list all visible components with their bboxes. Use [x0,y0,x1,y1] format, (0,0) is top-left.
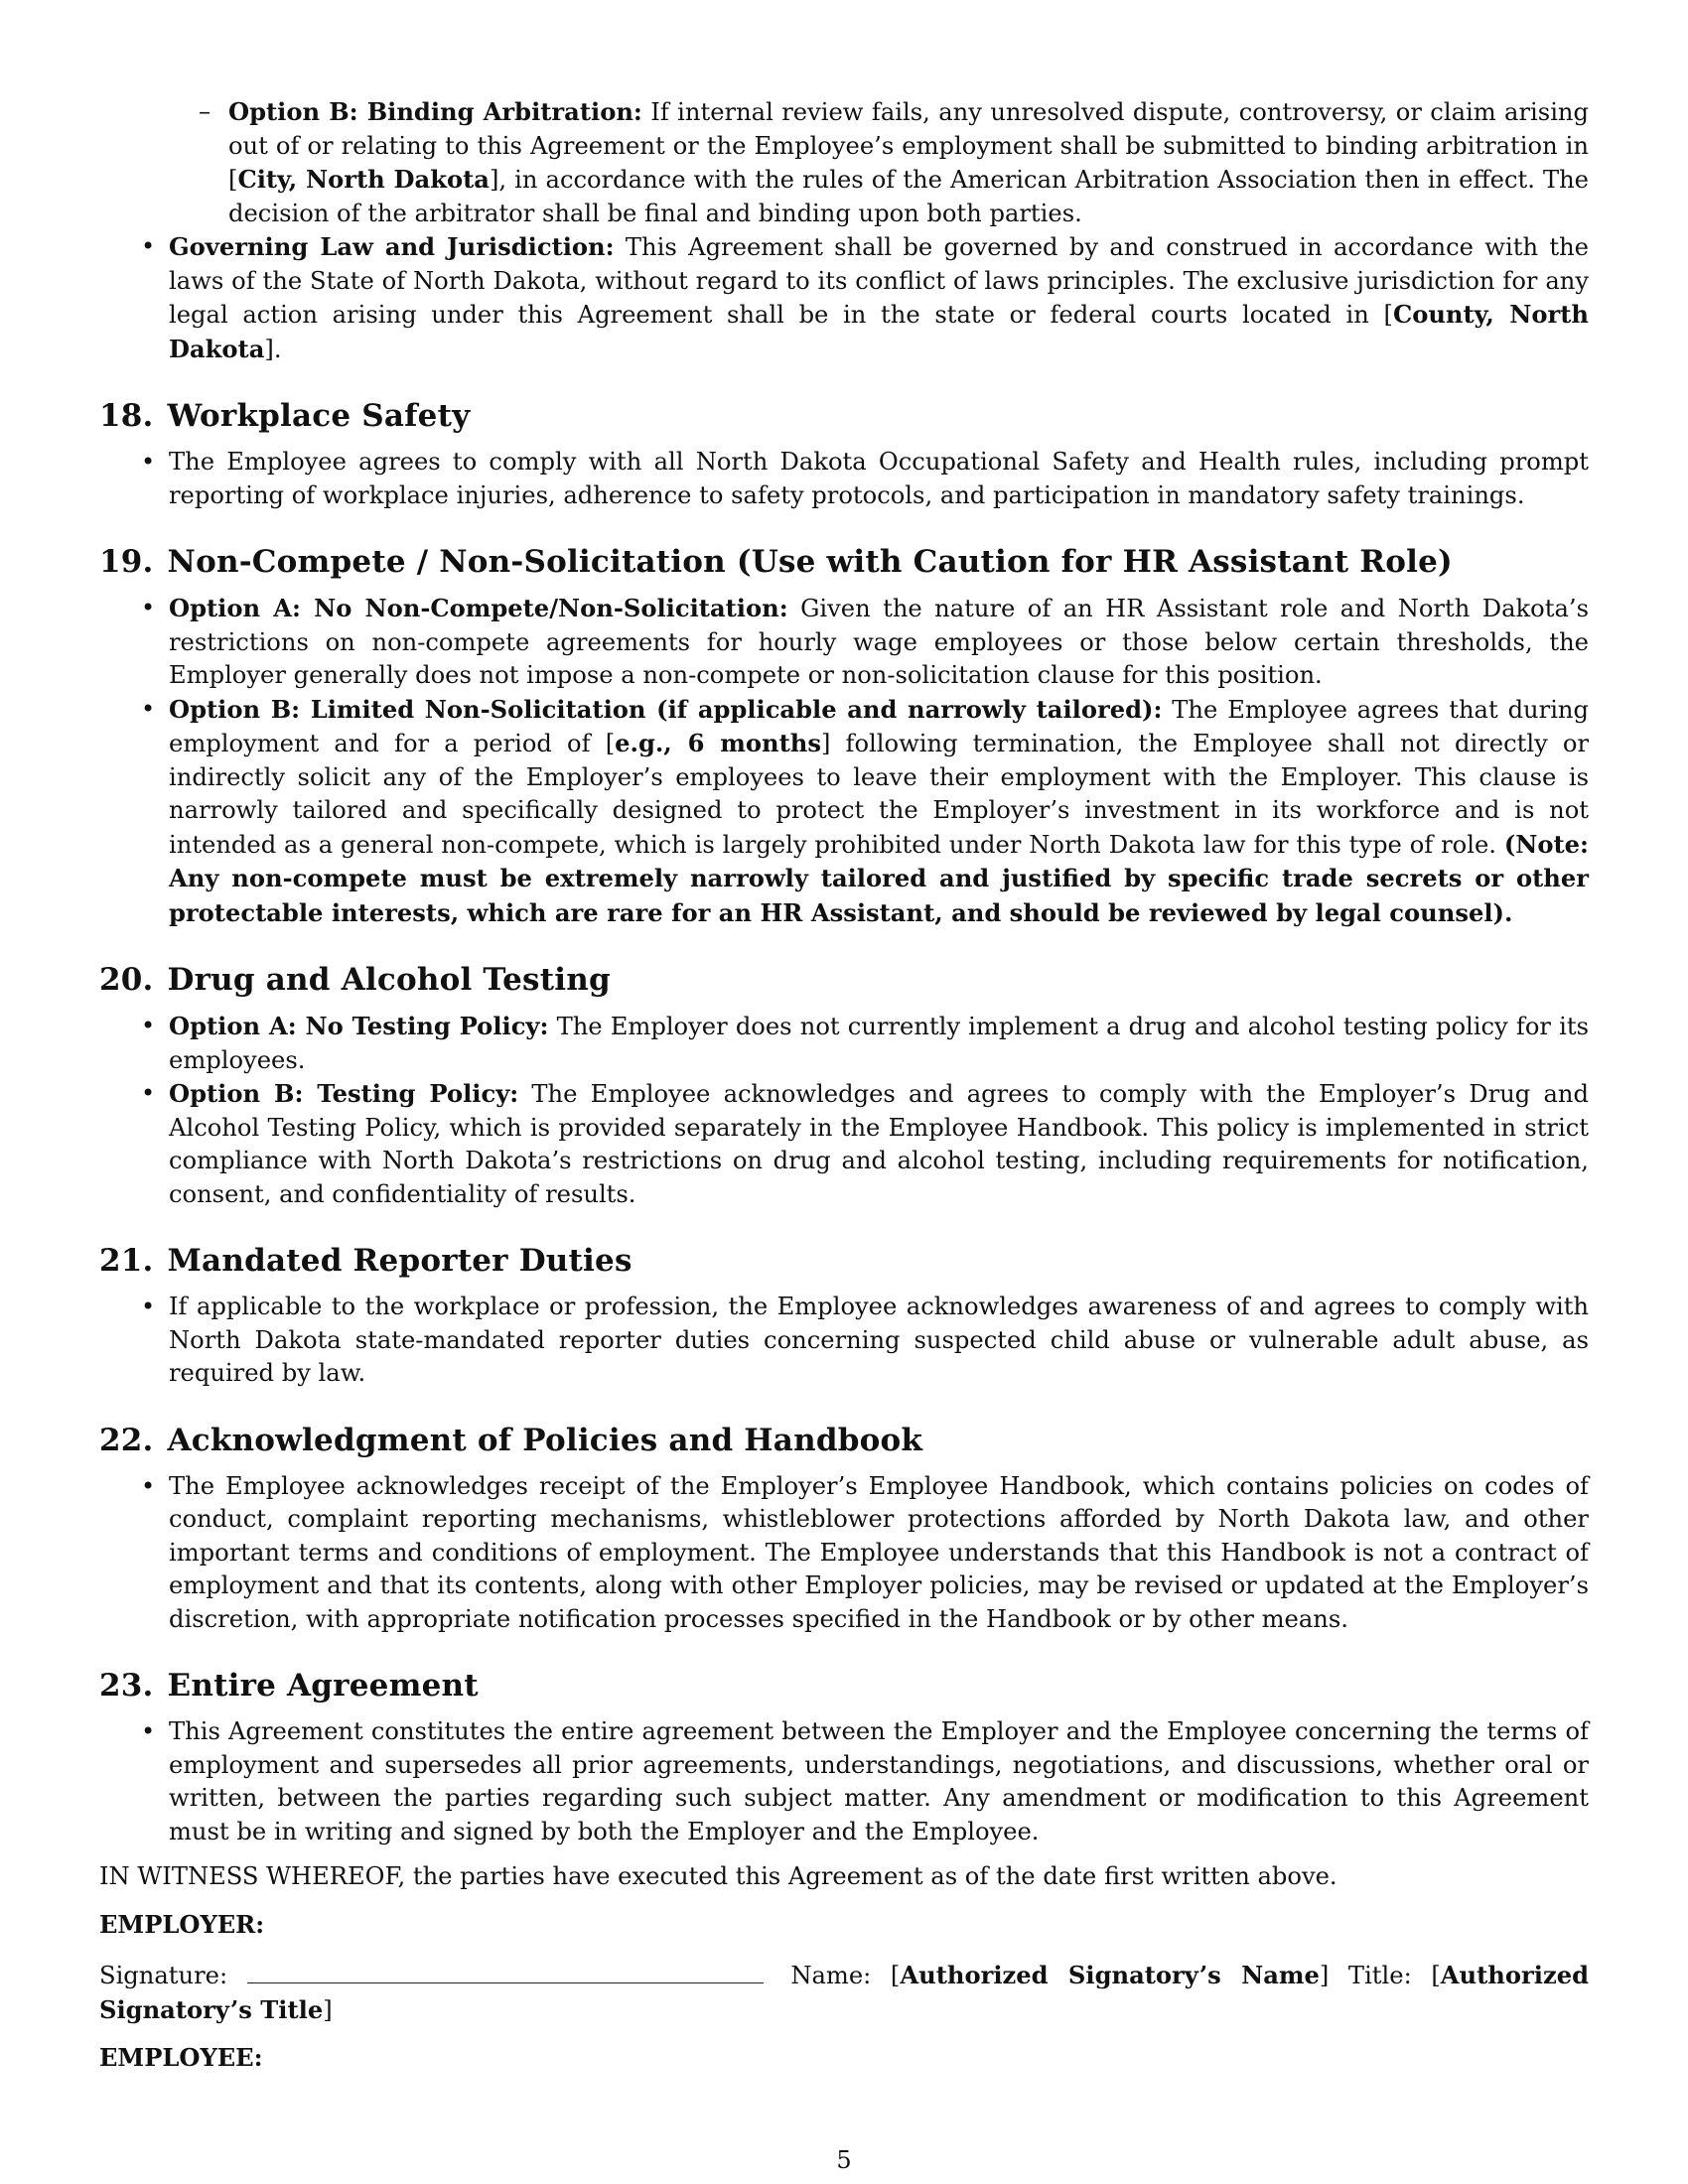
section-19-list [99,592,1589,930]
placeholder-city: City, North Dakota [237,165,490,194]
bullet-icon: • [141,594,156,621]
section-18-list [99,446,1589,512]
arbitration-option-b [228,95,1589,230]
bullet-icon: • [141,1079,156,1107]
section-title: Non-Compete / Non-Solicitation (Use with Caution for HR Assistant Role) [167,544,1453,580]
bullet-icon: • [141,694,156,723]
list-item-text: This Agreement constitutes the entire agreement between the Employer and the Employee concerning the terms of employment and supersedes all prior agreements, understandings, negotiations, and discussions, whether oral or written, between the parties regarding such subject matter. Any amendment or modification to this Agreement must be in writing and signed by both the Employer and the Employee. [169,1717,1589,1845]
arbitration-options-list [99,95,1589,230]
option-a-label: Option A: No Non-Compete/Non-Solicitation: [169,594,788,622]
bullet-icon: • [141,448,156,476]
section-heading [99,542,1589,582]
section-20 [99,960,1589,1211]
governing-law-list [99,230,1589,366]
section-number: 22. [99,1422,154,1458]
placeholder-period: e.g., 6 months [615,729,821,757]
section-heading [99,396,1589,436]
section-22-list [99,1470,1589,1637]
governing-law-label: Governing Law and Jurisdiction: [169,232,615,261]
section-21-list [99,1291,1589,1391]
bullet-icon: • [141,1012,156,1039]
employer-heading: EMPLOYER: [99,1909,265,1939]
option-a-label: Option A: No Testing Policy: [169,1012,549,1040]
list-item [141,1470,1589,1637]
list-item [141,693,1590,931]
placeholder-signatory-title: Authorized Signatory’s Title [99,1961,1589,2024]
list-item [141,1291,1589,1391]
option-b-text: The Employee agrees that during employment and for a period of [ [169,695,1589,757]
section-heading [99,1421,1589,1460]
list-item [141,1077,1589,1211]
employee-heading: EMPLOYEE: [99,2043,263,2072]
section-23 [99,1666,1589,1848]
option-b-label: Option B: Limited Non-Solicitation (if applicable and narrowly tailored): [169,694,1163,724]
section-22 [99,1421,1589,1637]
list-item-text: The Employee acknowledges receipt of the Employer’s Employee Handbook, which contains policies on codes of conduct, complaint reporting mechanisms, whistleblower protections afforded by North Dakota law, and other important terms and conditions of employment. The Employee understands that this Handbook is not a contract of employment and that its contents, along with other Employer policies, may be revised or updated at the Employer’s discretion, with appropriate notification processes specified in the Handbook or by other means. [169,1471,1589,1633]
section-20-list [99,1010,1589,1211]
bullet-icon: • [141,232,156,260]
section-title: Drug and Alcohol Testing [167,962,611,998]
witness-clause: IN WITNESS WHEREOF, the parties have executed this Agreement as of the date first written above. [99,1862,1337,1890]
close-bracket: ] [323,1995,333,2024]
option-b-text: The Employee acknowledges and agrees to comply with the Employer’s Drug and Alcohol Testing Policy, which is provided separately in the Employee Handbook. This policy is implemented in strict compliance with North Dakota’s restrictions on drug and alcohol testing, including requirements for notification, consent, and confidentiality of results. [169,1080,1589,1208]
bullet-icon: • [141,1717,156,1745]
list-item [141,592,1589,693]
option-b-text-cont: ] following termination, the Employee shall not directly or indirectly solicit any of the Employer’s employees to leave their employment with the Employer. This clause is narrowly tailored and specifically designed to protect the Employer’s investment in its workforce and is not intended as a general non-compete, which is largely prohibited under North Dakota law for this type of role. [169,730,1590,859]
placeholder-county: County, North Dakota [169,300,1589,363]
signature-label: Signature: [99,1962,228,1989]
bullet-icon: • [141,1293,156,1320]
governing-law-text-end: ]. [264,335,282,363]
arbitration-option-b-text: If internal review fails, any unresolved dispute, controversy, or claim arising out of or relating to this Agreement or the Employee’s employment shall be submitted to binding arbitration in [ [228,98,1589,194]
title-label: ] Title: [ [1319,1962,1441,1989]
section-number: 21. [99,1243,154,1279]
section-21 [99,1241,1589,1391]
section-number: 18. [99,398,154,434]
bullet-icon: • [141,1471,156,1500]
governing-law-item [141,230,1589,366]
section-title: Mandated Reporter Duties [167,1243,633,1279]
list-item [141,1715,1589,1848]
section-title: Workplace Safety [167,398,471,434]
arbitration-option-b-label: Option B: Binding Arbitration: [228,97,642,126]
section-heading [99,960,1589,1000]
legal-note: (Note: Any non-compete must be extremely narrowly tailored and justified by specific trade secrets or other protectable interests, which are rare for an HR Assistant, and should be reviewed by legal counsel). [169,829,1589,927]
section-number: 20. [99,962,154,998]
list-item-text: If applicable to the workplace or profession, the Employee acknowledges awareness of and agrees to comply with North Dakota state-mandated reporter duties concerning suspected child abuse or vulnerable adult abuse, as required by law. [169,1293,1589,1387]
section-number: 23. [99,1668,154,1704]
section-title: Acknowledgment of Policies and Handbook [167,1422,923,1458]
signature-line[interactable] [247,1959,764,1983]
placeholder-signatory-name: Authorized Signatory’s Name [900,1961,1320,1989]
option-a-text: The Employer does not currently implement a drug and alcohol testing policy for its employees. [169,1013,1589,1074]
employer-signature-block [99,1959,1589,2027]
document-page [99,95,1589,2075]
option-b-label: Option B: Testing Policy: [169,1079,519,1108]
section-number: 19. [99,544,154,580]
section-19 [99,542,1589,930]
list-item-text: The Employee agrees to comply with all North Dakota Occupational Safety and Health rules, including prompt reporting of workplace injuries, adherence to safety protocols, and participation in mandatory safety trainings. [169,448,1589,509]
list-item [141,446,1589,512]
section-18 [99,396,1589,512]
page-number: 5 [836,2146,852,2174]
option-a-text: Given the nature of an HR Assistant role and North Dakota’s restrictions on non-compete agreements for hourly wage employees or those below certain thresholds, the Employer generally does not impose a non-compete or non-solicitation clause for this position. [169,595,1589,689]
section-heading [99,1666,1589,1706]
arbitration-option-b-text-end: ], in accordance with the rules of the American Arbitration Association then in effect. The decision of the arbitrator shall be final and binding upon both parties. [228,166,1589,227]
section-title: Entire Agreement [167,1668,479,1704]
section-heading [99,1241,1589,1281]
name-label: Name: [ [771,1962,901,1989]
governing-law-text: This Agreement shall be governed by and construed in accordance with the laws of the State of North Dakota, without regard to its conflict of laws principles. The exclusive jurisdiction for any legal action arising under this Agreement shall be in the state or federal courts located in [ [169,233,1589,329]
section-23-list [99,1715,1589,1848]
list-item [141,1010,1589,1077]
